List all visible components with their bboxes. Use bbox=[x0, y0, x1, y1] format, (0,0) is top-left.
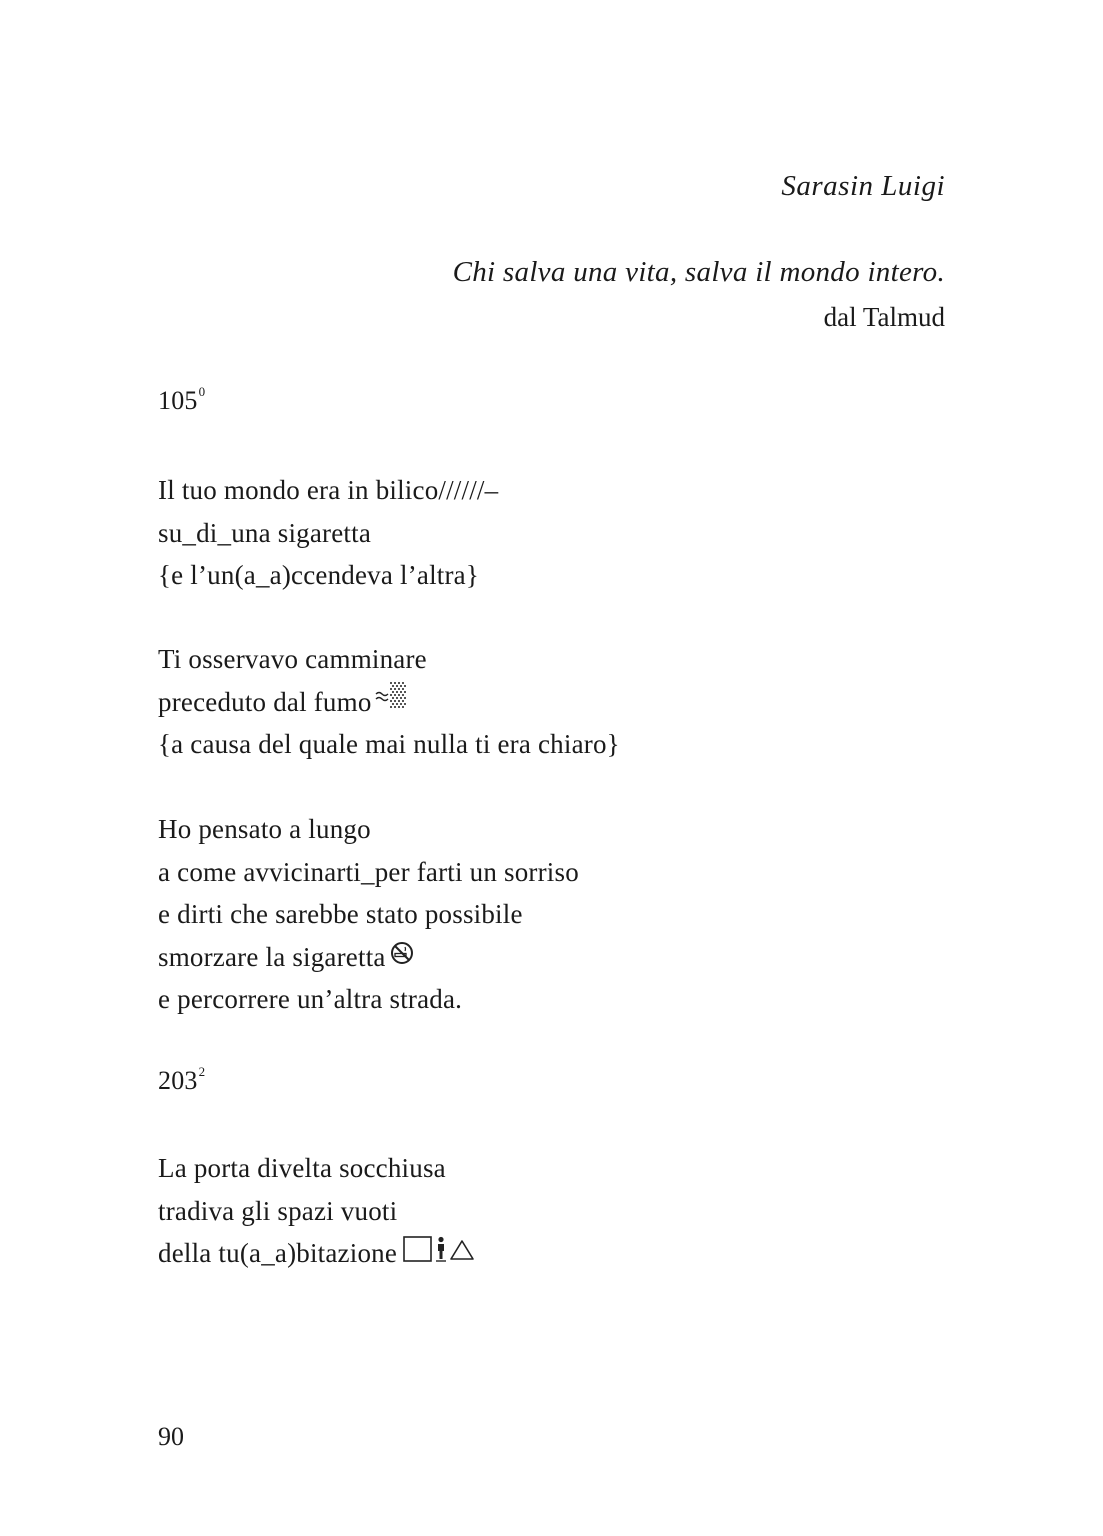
poem-line: {a causa del quale mai nulla ti era chiaro} bbox=[158, 729, 620, 759]
poem-number-superscript: 0 bbox=[198, 384, 206, 399]
stanza-2 bbox=[158, 638, 620, 766]
poem-line: La porta divelta socchiusa bbox=[158, 1153, 446, 1183]
triangle-icon bbox=[447, 1235, 475, 1278]
person-icon bbox=[433, 1235, 447, 1278]
poem-line-with-icon bbox=[158, 936, 579, 979]
poem-line: Ho pensato a lungo bbox=[158, 814, 371, 844]
poem-line-with-icon bbox=[158, 681, 620, 724]
poem-line: Ti osservavo camminare bbox=[158, 644, 427, 674]
poem-line-text: preceduto dal fumo bbox=[158, 686, 372, 717]
poem-line-text: della tu(a_a)bitazione bbox=[158, 1238, 398, 1268]
no-smoking-icon bbox=[386, 938, 414, 981]
epigraph-quote: Chi salva una vita, salva il mondo intero. bbox=[452, 256, 945, 288]
poem-line: Il tuo mondo era in bilico//////– bbox=[158, 475, 499, 505]
poem-line-text: smorzare la sigaretta bbox=[158, 941, 386, 972]
stanza-3 bbox=[158, 808, 579, 1021]
poem-line: su_di_una sigaretta bbox=[158, 517, 371, 548]
door-icon bbox=[397, 1235, 433, 1278]
poem-number-superscript: 2 bbox=[198, 1064, 206, 1079]
poem-number-value: 203 bbox=[158, 1066, 198, 1095]
poem-line: e dirti che sarebbe stato possibile bbox=[158, 899, 523, 929]
poem-number-value: 105 bbox=[158, 386, 198, 415]
poem-line: e percorrere un’altra strada. bbox=[158, 984, 463, 1014]
poem-line: {e l’un(a_a)ccendeva l’altra} bbox=[158, 560, 480, 590]
poem-number-1 bbox=[158, 384, 205, 416]
poem-line: a come avvicinarti_per farti un sorriso bbox=[158, 856, 579, 887]
poem-line: tradiva gli spazi vuoti bbox=[158, 1195, 398, 1226]
stanza-4 bbox=[158, 1147, 475, 1275]
smoke-icon bbox=[372, 682, 410, 727]
poem-line-with-icons bbox=[158, 1232, 475, 1275]
epigraph-source: dal Talmud bbox=[823, 302, 945, 332]
stanza-1 bbox=[158, 469, 498, 597]
page-number: 90 bbox=[158, 1422, 184, 1451]
poem-number-2 bbox=[158, 1064, 205, 1096]
author-name: Sarasin Luigi bbox=[781, 170, 945, 202]
